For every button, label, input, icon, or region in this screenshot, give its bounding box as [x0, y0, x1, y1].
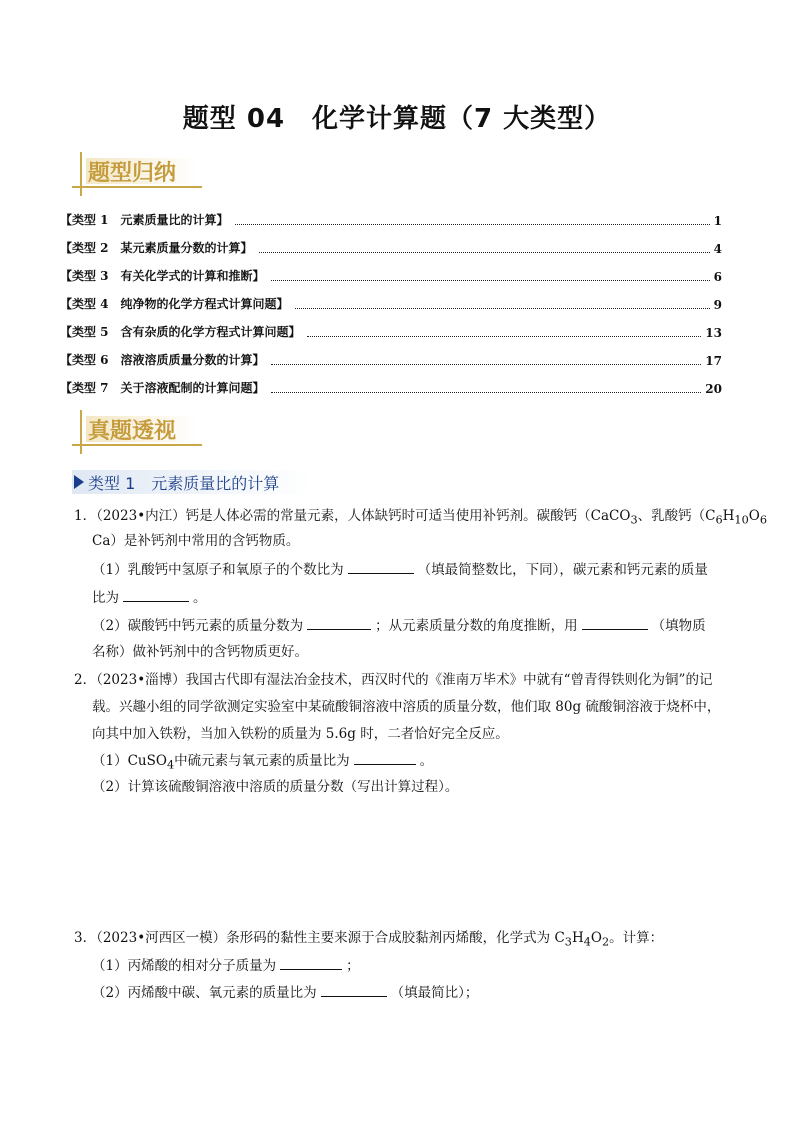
question-2-line-1: 2．（2023•淄博）我国古代即有湿法冶金技术，西汉时代的《淮南万毕术》中就有“曾青得铁则化为铜”的记 — [74, 672, 713, 688]
question-1-part-2: （2）碳酸钙中钙元素的质量分数为 ；从元素质量分数的角度推断，用 （填物质 — [92, 618, 706, 634]
answer-blank[interactable] — [321, 984, 387, 997]
answer-blank[interactable] — [307, 617, 371, 630]
triangle-icon — [74, 475, 84, 489]
question-2-part-2: （2）计算该硫酸铜溶液中溶质的质量分数（写出计算过程）。 — [92, 779, 459, 795]
toc-item[interactable]: 【类型 6 溶液溶质质量分数的计算】 17 — [60, 353, 722, 368]
toc-item[interactable]: 【类型 3 有关化学式的计算和推断】 6 — [60, 269, 722, 284]
question-1-part-1-cont: 比为 。 — [92, 590, 207, 606]
answer-blank[interactable] — [582, 617, 648, 630]
question-1-line-1: 1．（2023•内江）钙是人体必需的常量元素，人体缺钙时可适当使用补钙剂。碳酸钙（CaCO$_3$、乳酸钙（$C_6H_{10}O_6$ — [74, 508, 767, 527]
toc-item[interactable]: 【类型 7 关于溶液配制的计算问题】 20 — [60, 381, 722, 396]
toc-item[interactable]: 【类型 4 纯净物的化学方程式计算问题】 9 — [60, 297, 722, 312]
question-3-part-1: （1）丙烯酸的相对分子质量为 ； — [92, 958, 360, 974]
toc-item[interactable]: 【类型 5 含有杂质的化学方程式计算问题】 13 — [60, 325, 722, 340]
section-banner-real-questions — [72, 410, 212, 454]
question-1-part-2-cont: 名称）做补钙剂中的含钙物质更好。 — [92, 644, 308, 660]
toc-item[interactable]: 【类型 2 某元素质量分数的计算】 4 — [60, 241, 722, 256]
answer-blank[interactable] — [280, 957, 342, 970]
question-2-line-2: 载。兴趣小组的同学欲测定实验室中某硫酸铜溶液中溶质的质量分数，他们取 80g 硫酸铜溶液于烧杯中， — [92, 699, 721, 715]
question-2-part-1: （1）CuSO$_4$中硫元素与氧元素的质量比为 。 — [92, 753, 434, 772]
section-heading: 类型 1 元素质量比的计算 — [72, 470, 312, 494]
answer-blank[interactable] — [123, 589, 189, 602]
question-1-part-1: （1）乳酸钙中氢原子和氧原子的个数比为 （填最简整数比，下同），碳元素和钙元素的质量 — [92, 562, 708, 578]
answer-blank[interactable] — [354, 752, 416, 765]
toc-item[interactable]: 【类型 1 元素质量比的计算】 1 — [60, 213, 722, 228]
question-3-line-1: 3．（2023•河西区一模）条形码的黏性主要来源于合成胶黏剂丙烯酸，化学式为 $C_3H_4O_2$。计算： — [74, 930, 664, 949]
question-1-line-2: Ca）是补钙剂中常用的含钙物质。 — [92, 533, 300, 549]
section-banner-summary — [72, 152, 212, 196]
question-3-part-2: （2）丙烯酸中碳、氧元素的质量比为 （填最简比）； — [92, 985, 479, 1001]
question-2-line-3: 向其中加入铁粉，当加入铁粉的质量为 5.6g 时，二者恰好完全反应。 — [92, 726, 509, 742]
answer-blank[interactable] — [348, 561, 414, 574]
page-title: 题型 04 化学计算题（7 大类型） — [182, 104, 612, 134]
banner-label: 题型归纳 — [88, 161, 177, 186]
banner-label: 真题透视 — [88, 419, 177, 444]
